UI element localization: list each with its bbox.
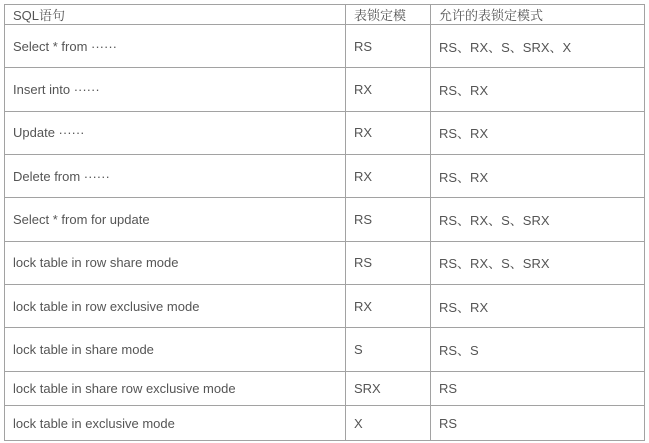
cell-lock-mode: X (346, 406, 431, 441)
cell-sql-statement: lock table in exclusive mode (5, 406, 346, 441)
cell-allowed-lock-modes: RS (431, 406, 645, 441)
cell-sql-statement: lock table in row exclusive mode (5, 284, 346, 327)
cell-sql-statement: Insert into ······ (5, 68, 346, 111)
cell-lock-mode: RX (346, 68, 431, 111)
column-header-lock-mode: 表锁定模 (346, 5, 431, 25)
cell-sql-statement: Select * from for update (5, 198, 346, 241)
column-header-allowed-lock-modes: 允许的表锁定模式 (431, 5, 645, 25)
cell-allowed-lock-modes: RS (431, 371, 645, 406)
table-row (5, 68, 645, 111)
cell-allowed-lock-modes: RS、RX、S、SRX (431, 241, 645, 284)
cell-sql-statement: Select * from ······ (5, 25, 346, 68)
header-row (5, 5, 645, 25)
table-row (5, 198, 645, 241)
cell-allowed-lock-modes: RS、RX (431, 154, 645, 197)
cell-lock-mode: SRX (346, 371, 431, 406)
cell-lock-mode: RX (346, 284, 431, 327)
table-row (5, 241, 645, 284)
cell-sql-statement: lock table in share row exclusive mode (5, 371, 346, 406)
cell-allowed-lock-modes: RS、RX、S、SRX、X (431, 25, 645, 68)
cell-allowed-lock-modes: RS、RX (431, 284, 645, 327)
cell-allowed-lock-modes: RS、S (431, 328, 645, 371)
cell-allowed-lock-modes: RS、RX、S、SRX (431, 198, 645, 241)
table-row (5, 154, 645, 197)
cell-lock-mode: RX (346, 111, 431, 154)
table-row (5, 111, 645, 154)
cell-lock-mode: RS (346, 241, 431, 284)
table-row (5, 25, 645, 68)
cell-sql-statement: lock table in share mode (5, 328, 346, 371)
cell-lock-mode: RS (346, 198, 431, 241)
cell-sql-statement: Update ······ (5, 111, 346, 154)
cell-allowed-lock-modes: RS、RX (431, 111, 645, 154)
column-header-sql-statement: SQL语句 (5, 5, 346, 25)
table-row (5, 371, 645, 406)
table-row (5, 284, 645, 327)
table-row (5, 406, 645, 441)
cell-lock-mode: RX (346, 154, 431, 197)
cell-sql-statement: lock table in row share mode (5, 241, 346, 284)
cell-lock-mode: RS (346, 25, 431, 68)
cell-sql-statement: Delete from ······ (5, 154, 346, 197)
cell-allowed-lock-modes: RS、RX (431, 68, 645, 111)
cell-lock-mode: S (346, 328, 431, 371)
lock-modes-table (4, 4, 645, 441)
table-row (5, 328, 645, 371)
